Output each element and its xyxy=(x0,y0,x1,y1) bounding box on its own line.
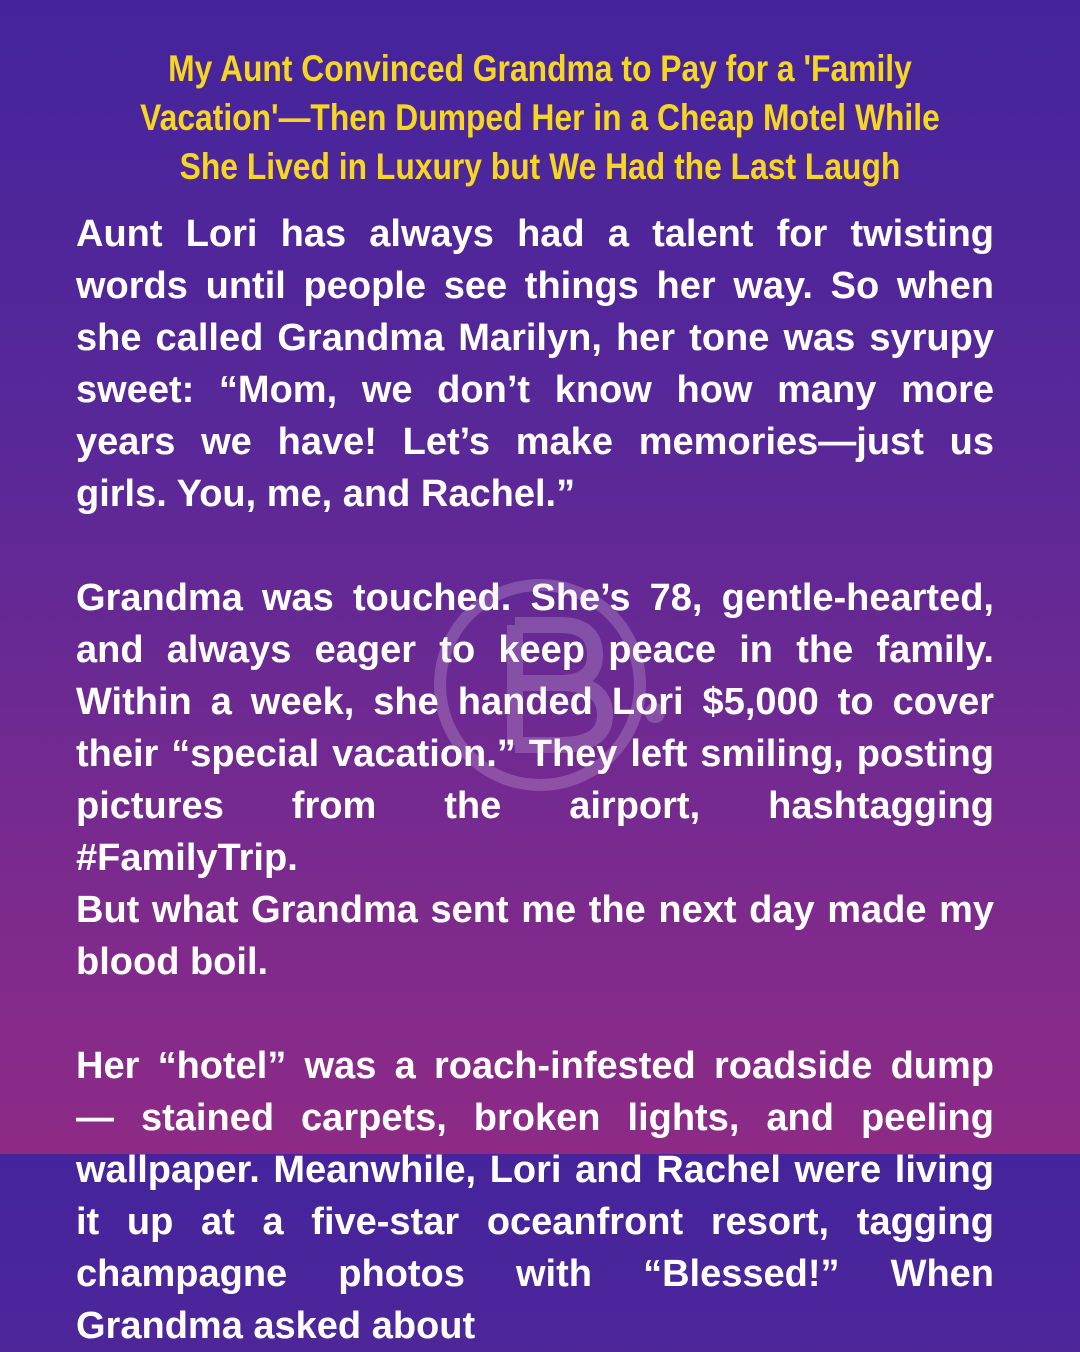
article-title: My Aunt Convinced Grandma to Pay for a 'Family Vacation'—Then Dumped Her in a Cheap Motel While She Lived in Luxury but We Had the Last Laugh xyxy=(140,48,940,187)
paragraph-3: But what Grandma sent me the next day made my blood boil. xyxy=(76,889,994,983)
paragraph-4: Her “hotel” was a roach-infested roadside dump — stained carpets, broken lights, and peeling wallpaper. Meanwhile, Lori and Rachel were living it up at a five-star oceanfront resort, tagging champagne photos with “Blessed!” When Grandma asked about xyxy=(76,1045,994,1347)
brand-logo-icon xyxy=(420,555,680,815)
paragraph-2: Grandma was touched. She’s 78, gentle-hearted, and always eager to keep peace in the family. Within a week, she handed Lori $5,000 to cover their “special vacation.” They left smiling, posting pictures from the airport, hashtagging #FamilyTrip. xyxy=(76,577,994,879)
paragraph-spacer xyxy=(76,988,994,1040)
paragraph-1: Aunt Lori has always had a talent for twisting words until people see things her way. So when she called Grandma Marilyn, her tone was syrupy sweet: “Mom, we don’t know how many more years we have! Let’s make memories—just us girls. You, me, and Rachel.” xyxy=(76,213,994,515)
